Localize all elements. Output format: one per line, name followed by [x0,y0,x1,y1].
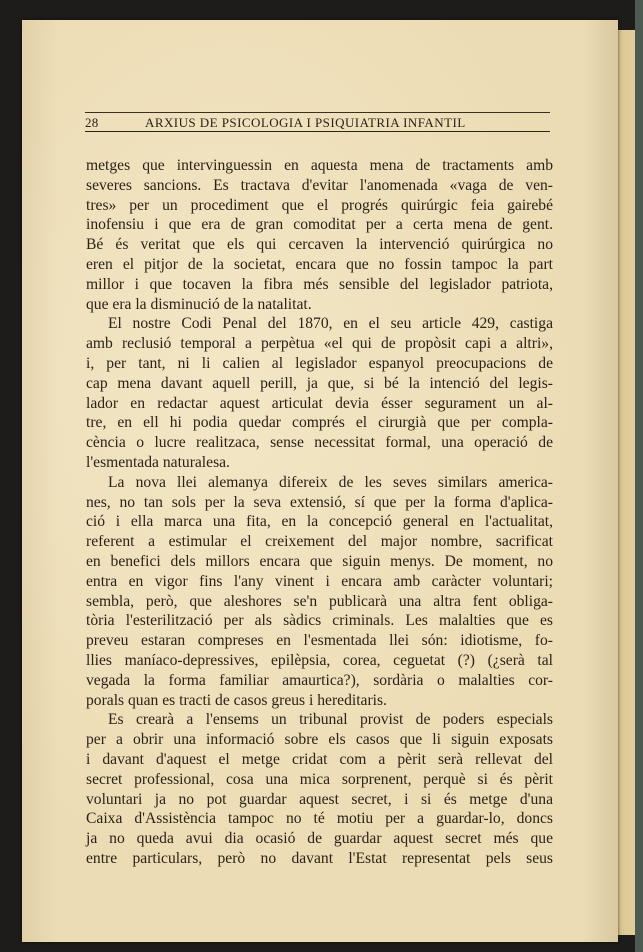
text-line: entre particulars, però no davant l'Estat representat pels seus [86,849,553,867]
text-line: Caixa d'Assistència tampoc no té motiu per a guardar-lo, doncs [86,810,553,828]
text-line: inofensiu i que era de gran comoditat per a certa mena de gent. [86,216,553,234]
text-line: severes sancions. Es tractava d'evitar l'anomenada «vaga de ven- [86,176,553,194]
text-line: tres» per un procediment que el progrés quirúrgic feia gairebé [86,196,553,214]
header-rule-bottom [85,131,550,132]
page-number: 28 [85,115,99,130]
paragraph-start-line: La nova llei alemanya difereix de les seves similars america- [108,473,553,491]
text-line: Bé és veritat que els qui cercaven la intervenció quirúrgica no [86,236,553,254]
text-line: porals quan es tracti de casos greus i hereditaris. [86,691,387,709]
text-line: secret professional, cosa una mica sorprenent, perquè si és pèrit [86,770,553,788]
text-line: eren el pitjor de la societat, encara que no fossin tampoc la part [86,255,553,273]
text-line: llies maníaco-depressives, epilèpsia, corea, ceguetat (?) (¿serà tal [86,651,553,669]
text-line: l'esmentada naturalesa. [86,453,230,471]
text-line: tòria l'esterilització per als sàdics criminals. Les malalties que es [86,612,553,630]
journal-title: ARXIUS DE PSICOLOGIA I PSIQUIATRIA INFANTIL [145,115,466,130]
text-line: entra en vigor fins l'any vinent i encara amb caràcter voluntari; [86,572,553,590]
text-line: nes, no tan sols per la seva extensió, sí que per la forma d'aplica- [86,493,553,511]
running-header [85,112,550,134]
text-line: vegada la forma familiar amaurtica?), sordària o malalties cor- [86,671,553,689]
text-line: cència o lucre realitzaca, sense necessitat formal, una operació de [86,434,553,452]
text-line: referent a estimular el creixement del major nombre, sacrificat [86,533,553,551]
text-line: amb reclusió temporal a perpètua «el qui de propòsit capi a altri», [86,335,553,353]
text-line: que era la disminució de la natalitat. [86,295,312,313]
text-line: en benefici dels millors encara que siguin menys. De moment, no [86,552,553,570]
text-line: voluntari ja no pot guardar aquest secret, i si és metge d'una [86,790,553,808]
text-line: millor i que tocaven la fibra més sensible del legislador patriota, [86,275,553,293]
text-line: sembla, però, que aleshores se'n publicarà una altra fent obliga- [86,592,553,610]
text-line: i davant d'aquest el metge cridat com a pèrit serà rellevat del [86,750,553,768]
text-line: ció i ella marca una fita, en la concepció general en l'actualitat, [86,513,553,531]
text-line: lador en redactar aquest articulat devia ésser segurament un al- [86,394,553,412]
binding-strip [635,0,643,952]
paragraph-start-line: Es crearà a l'ensems un tribunal provist de poders especials [108,711,553,729]
body-text [86,156,553,869]
text-line: metges que intervinguessin en aquesta mena de tractaments amb [86,157,553,174]
text-line: per a obrir una informació sobre els casos que li siguin exposats [86,731,553,749]
text-line: cap mena davant aquell perill, ja que, si bé la intenció del legis- [86,374,553,392]
text-line: ja no queda avui dia ocasió de guardar aquest secret més que [86,830,553,848]
paragraph-start-line: El nostre Codi Penal del 1870, en el seu article 429, castiga [108,315,553,333]
text-line: tre, en ell hi podia quedar comprés el cirurgià que per compla- [86,414,553,432]
header-rule-top [85,112,550,113]
text-line: i, per tant, ni li calien al legislador espanyol preocupacions de [86,354,553,372]
text-line: preveu estaran compreses en l'esmentada llei són: idiotisme, fo- [86,632,553,650]
